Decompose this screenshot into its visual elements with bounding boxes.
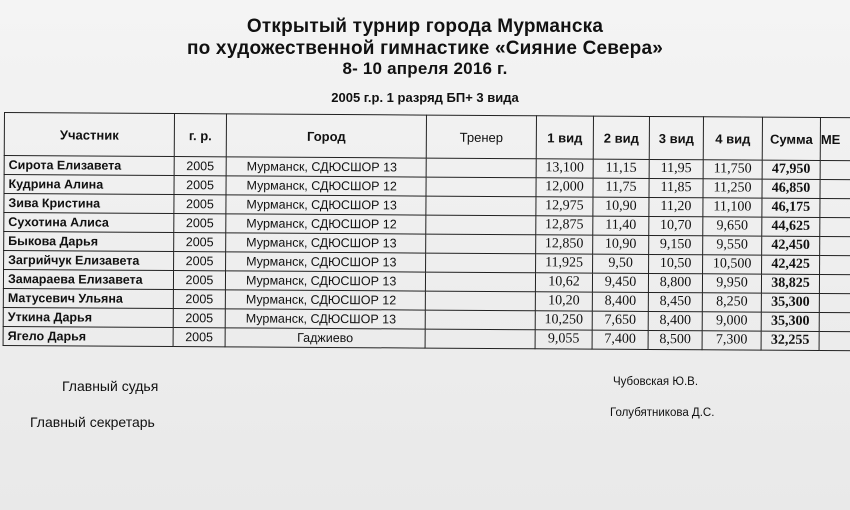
- birth-year: 2005: [174, 214, 226, 233]
- score-v2: 7,400: [592, 330, 648, 349]
- coach: [426, 253, 536, 273]
- coach: [425, 329, 535, 349]
- score-v3: 8,400: [648, 311, 702, 330]
- score-v4: 9,950: [702, 274, 761, 293]
- score-v4: 10,500: [703, 255, 762, 274]
- participant-name: Ягело Дарья: [3, 326, 173, 346]
- table-header-row: [4, 113, 850, 161]
- score-v1: 12,975: [536, 197, 593, 216]
- city: Мурманск, СДЮСШОР 12: [225, 290, 425, 310]
- coach: [426, 196, 536, 216]
- results-table-wrapper: [3, 112, 850, 351]
- title-line-2: по художественной гимнастике «Сияние Севера»: [186, 38, 664, 59]
- col-header-v2: 2 вид: [593, 116, 649, 159]
- chief-secretary-label: Главный секретарь: [30, 414, 155, 430]
- score-sum: 35,300: [761, 293, 819, 312]
- coach: [426, 158, 536, 178]
- participant-name: Загрийчук Елизавета: [4, 251, 174, 271]
- score-v4: 7,300: [702, 331, 761, 350]
- city: Мурманск, СДЮСШОР 13: [226, 195, 426, 215]
- birth-year: 2005: [174, 252, 226, 271]
- col-header-v3: 3 вид: [649, 116, 703, 159]
- score-v2: 8,400: [592, 292, 648, 311]
- title-line-1: Открытый турнир города Мурманска: [246, 16, 604, 37]
- city: Мурманск, СДЮСШОР 12: [226, 214, 426, 234]
- place: [820, 217, 850, 236]
- score-v3: 8,500: [648, 330, 702, 349]
- score-sum: 42,450: [762, 236, 820, 255]
- title-dates: 8- 10 апреля 2016 г.: [342, 59, 508, 78]
- col-header-coach: Тренер: [426, 115, 536, 159]
- score-v3: 10,50: [649, 254, 703, 273]
- score-sum: 32,255: [761, 331, 819, 350]
- birth-year: 2005: [174, 157, 226, 176]
- score-sum: 35,300: [761, 312, 819, 331]
- coach: [425, 291, 535, 311]
- place: [820, 179, 850, 198]
- score-v4: 9,650: [703, 217, 762, 236]
- city: Мурманск, СДЮСШОР 13: [226, 252, 426, 272]
- city: Мурманск, СДЮСШОР 13: [226, 233, 426, 253]
- city: Мурманск, СДЮСШОР 13: [225, 309, 425, 329]
- score-v3: 8,450: [648, 292, 702, 311]
- score-v4: 8,250: [702, 293, 761, 312]
- score-sum: 47,950: [762, 160, 820, 179]
- score-v3: 9,150: [649, 235, 703, 254]
- place: [819, 331, 850, 350]
- score-v1: 12,850: [536, 235, 593, 254]
- score-v2: 11,40: [593, 216, 649, 235]
- participant-name: Кудрина Алина: [4, 175, 174, 195]
- score-v4: 11,100: [703, 198, 762, 217]
- coach: [426, 177, 536, 197]
- category-subtitle: 2005 г.р. 1 разряд БП+ 3 вида: [331, 90, 519, 105]
- participant-name: Замараева Елизавета: [3, 270, 173, 290]
- score-v4: 11,250: [703, 179, 762, 198]
- chief-secretary-name: Голубятникова Д.С.: [610, 407, 715, 419]
- birth-year: 2005: [174, 176, 226, 195]
- participant-name: Сирота Елизавета: [4, 156, 174, 176]
- score-v2: 10,90: [593, 197, 649, 216]
- birth-year: 2005: [173, 290, 225, 309]
- birth-year: 2005: [173, 328, 225, 347]
- coach: [426, 234, 536, 254]
- chief-judge-name: Чубовская Ю.В.: [613, 376, 699, 388]
- score-v1: 12,000: [536, 178, 593, 197]
- chief-judge-label: Главный судья: [62, 378, 159, 394]
- score-sum: 42,425: [762, 255, 820, 274]
- birth-year: 2005: [173, 271, 225, 290]
- col-header-v4: 4 вид: [703, 117, 762, 160]
- col-header-v1: 1 вид: [536, 116, 593, 159]
- score-v3: 8,800: [648, 273, 702, 292]
- score-v3: 11,20: [649, 197, 703, 216]
- score-v2: 7,650: [592, 311, 648, 330]
- place: [819, 312, 850, 331]
- score-v4: 9,550: [703, 236, 762, 255]
- score-v1: 12,875: [536, 216, 593, 235]
- participant-name: Сухотина Алиса: [4, 213, 174, 233]
- place: [819, 293, 850, 312]
- col-header-sum: Сумма: [762, 117, 820, 160]
- score-v2: 11,75: [593, 178, 649, 197]
- place: [820, 255, 850, 274]
- score-v3: 10,70: [649, 216, 703, 235]
- score-v2: 11,15: [593, 159, 649, 178]
- city: Мурманск, СДЮСШОР 13: [225, 271, 425, 291]
- city: Гаджиево: [225, 328, 425, 348]
- score-v1: 10,20: [535, 292, 592, 311]
- city: Мурманск, СДЮСШОР 12: [226, 176, 426, 196]
- city: Мурманск, СДЮСШОР 13: [226, 157, 426, 177]
- score-v1: 10,62: [535, 273, 592, 292]
- participant-name: Матусевич Ульяна: [3, 288, 173, 308]
- place: [819, 274, 850, 293]
- table-row: [3, 326, 850, 350]
- results-table: [3, 112, 850, 351]
- score-v1: 10,250: [535, 311, 592, 330]
- coach: [425, 310, 535, 330]
- score-sum: 46,850: [762, 179, 820, 198]
- score-v2: 10,90: [593, 235, 649, 254]
- score-sum: 46,175: [762, 198, 820, 217]
- score-v2: 9,450: [592, 273, 648, 292]
- coach: [425, 272, 535, 292]
- col-header-year: г. р.: [174, 114, 226, 157]
- place: [820, 198, 850, 217]
- score-v1: 9,055: [535, 330, 592, 349]
- col-header-city: Город: [226, 114, 426, 158]
- score-sum: 38,825: [761, 274, 819, 293]
- participant-name: Зива Кристина: [4, 194, 174, 214]
- participant-name: Уткина Дарья: [3, 307, 173, 327]
- place: [820, 236, 850, 255]
- place: [820, 160, 850, 179]
- participant-name: Быкова Дарья: [4, 232, 174, 252]
- score-v3: 11,95: [649, 159, 703, 178]
- birth-year: 2005: [174, 233, 226, 252]
- score-v2: 9,50: [593, 254, 649, 273]
- score-v4: 9,000: [702, 312, 761, 331]
- score-v1: 13,100: [536, 159, 593, 178]
- birth-year: 2005: [173, 309, 225, 328]
- birth-year: 2005: [174, 195, 226, 214]
- col-header-place: МЕ: [820, 117, 850, 160]
- score-v4: 11,750: [703, 160, 762, 179]
- col-header-participant: Участник: [4, 113, 174, 157]
- coach: [426, 215, 536, 235]
- score-v1: 11,925: [536, 254, 593, 273]
- score-sum: 44,625: [762, 217, 820, 236]
- score-v3: 11,85: [649, 178, 703, 197]
